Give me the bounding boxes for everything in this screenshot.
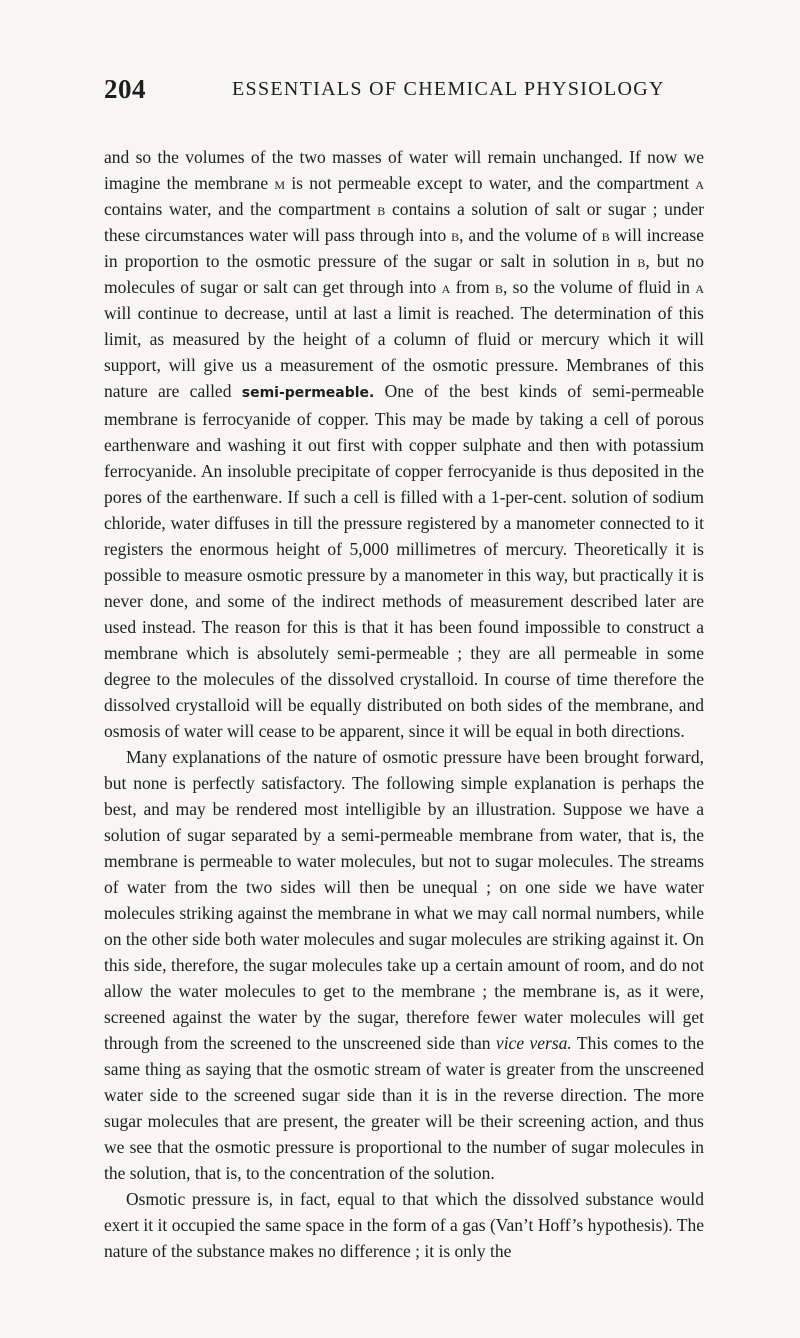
text-run: a — [441, 277, 451, 297]
text-run: This comes to the same thing as saying that the osmotic stream of water is greater from the unscreened water side to the screened sugar side than it is in the reverse direction. The more sugar molecules that are present, the greater will be their screening action, and thus we see that the osmotic pressure is proportional to the number of sugar molecules in the solution, that is, to the concentration of the solution. — [104, 1033, 705, 1183]
text-run: from — [450, 277, 495, 297]
text-run: b — [601, 225, 610, 245]
text-run: m — [274, 173, 286, 193]
text-run: b — [377, 199, 386, 219]
text-run: , but no molecules of sugar or salt can get through into — [104, 251, 704, 297]
text-run: b — [494, 277, 503, 297]
text-run: a — [695, 277, 704, 297]
paragraph-3 — [104, 1186, 704, 1264]
text-run: will continue to decrease, until at last a limit is reached. The determination of this limit, as measured by the height of a column of fluid or mercury which it will support, will give us a measurement of the osmotic pressure. Membranes of this nature are called — [104, 303, 704, 401]
text-run: is not permeable except to water, and the compartment — [285, 173, 696, 193]
text-run: b — [451, 225, 460, 245]
page-header — [104, 74, 704, 114]
paragraph-2 — [104, 744, 704, 1186]
page-number: 204 — [104, 74, 146, 104]
text-run: vice versa. — [495, 1033, 572, 1053]
paragraph-1 — [104, 144, 704, 744]
text-run: One of the best kinds of semi-permeable membrane is ferrocyanide of copper. This may be made by taking a cell of porous earthenware and washing it out first with copper sulphate and then with potassium ferrocyanide. An insoluble precipitate of copper ferrocyanide is thus deposited in the pores of the earthenware. If such a cell is filled with a 1-per-cent. solution of sodium chloride, water diffuses in till the pressure registered by a manometer connected to it registers the enormous height of 5,000 millimetres of mercury. Theoretically it is possible to measure osmotic pressure by a manometer in this way, but practically it is never done, and some of the indirect methods of measurement described later are used instead. The reason for this is that it has been found impossible to construct a membrane which is absolutely semi-permeable ; they are all permeable in some degree to the molecules of the dissolved crystalloid. In course of time therefore the dissolved crystalloid will be equally distributed on both sides of the membrane, and osmosis of water will cease to be apparent, since it will be equal in both directions. — [104, 381, 704, 741]
running-head: ESSENTIALS OF CHEMICAL PHYSIOLOGY — [232, 78, 665, 100]
text-run: contains a solution of salt or sugar ; under these circumstances water will pass through into — [104, 199, 704, 245]
text-run: Many explanations of the nature of osmotic pressure have been brought forward, but none is perfectly satisfactory. The following simple explanation is perhaps the best, and may be rendered most intelligible by an illustration. Suppose we have a solution of sugar separated by a semi-permeable membrane from water, that is, the membrane is permeable to water molecules, but not to sugar molecules. The streams of water from the two sides will then be unequal ; on one side we have water molecules striking against the membrane in what we may call normal numbers, while on the other side both water molecules and sugar molecules are striking against it. On this side, therefore, the sugar molecules take up a certain amount of room, and do not allow the water molecules to get to the membrane ; the membrane is, as it were, screened against the water by the sugar, therefore fewer water molecules will get through from the screened to the unscreened side than — [104, 747, 704, 1053]
text-run: semi-permeable. — [241, 385, 375, 401]
text-run: , so the volume of fluid in — [502, 277, 696, 297]
text-run: , and the volume of — [459, 225, 602, 245]
text-run: will increase in proportion to the osmotic pressure of the sugar or salt in solution in — [104, 225, 705, 271]
text-run: and so the volumes of the two masses of water will remain unchanged. If now we imagine the membrane — [104, 147, 704, 193]
text-run: Osmotic pressure is, in fact, equal to that which the dissolved substance would exert it it occupied the same space in the form of a gas (Van’t Hoff’s hypothesis). The nature of the substance makes no difference ; it is only the — [104, 1189, 704, 1261]
body-text — [104, 144, 704, 1264]
text-run: contains water, and the compartment — [104, 199, 378, 219]
text-run: b — [637, 251, 646, 271]
text-run: a — [695, 173, 704, 193]
